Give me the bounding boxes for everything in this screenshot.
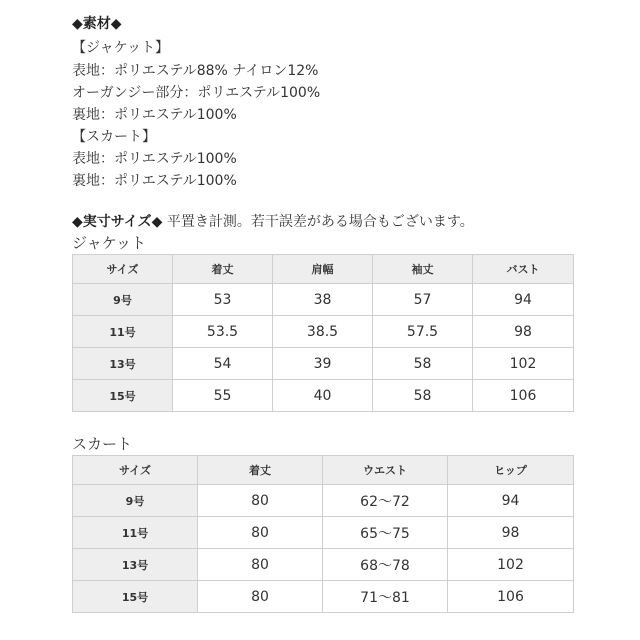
table-cell: 38 [273, 284, 373, 316]
table-cell: 80 [198, 581, 323, 613]
table-cell: 53.5 [173, 316, 273, 348]
column-header: バスト [473, 255, 574, 284]
table-cell: 102 [473, 348, 574, 380]
table-cell: 57.5 [373, 316, 473, 348]
table-row [73, 316, 574, 348]
table-cell: 98 [473, 316, 574, 348]
size-cell: 9号 [73, 284, 173, 316]
table-cell: 68～78 [323, 549, 448, 581]
table-cell: 62～72 [323, 485, 448, 517]
table-row [73, 581, 574, 613]
table-cell: 80 [198, 517, 323, 549]
column-header: サイズ [73, 456, 198, 485]
table-cell: 39 [273, 348, 373, 380]
size-heading: ◆実寸サイズ◆ [72, 214, 163, 230]
column-header: 袖丈 [373, 255, 473, 284]
table-header-row [73, 255, 574, 284]
size-section-heading [72, 212, 474, 232]
column-header: ヒップ [448, 456, 574, 485]
column-header: 肩幅 [273, 255, 373, 284]
size-cell: 15号 [73, 380, 173, 412]
jacket-size-table [72, 254, 574, 412]
jacket-material-line: 裏地：ポリエステル100% [72, 107, 237, 123]
column-header: 着丈 [198, 456, 323, 485]
table-cell: 55 [173, 380, 273, 412]
jacket-material-label: 【ジャケット】 [72, 40, 170, 56]
size-cell: 15号 [73, 581, 198, 613]
table-cell: 38.5 [273, 316, 373, 348]
size-cell: 13号 [73, 348, 173, 380]
jacket-material-line: オーガンジー部分：ポリエステル100% [72, 85, 321, 101]
size-cell: 9号 [73, 485, 198, 517]
table-row [73, 284, 574, 316]
table-row [73, 485, 574, 517]
skirt-material-line: 表地：ポリエステル100% [72, 151, 237, 167]
table-cell: 80 [198, 485, 323, 517]
table-row [73, 380, 574, 412]
column-header: 着丈 [173, 255, 273, 284]
table-cell: 94 [473, 284, 574, 316]
column-header: サイズ [73, 255, 173, 284]
skirt-material-line: 裏地：ポリエステル100% [72, 173, 237, 189]
table-cell: 40 [273, 380, 373, 412]
table-cell: 94 [448, 485, 574, 517]
table-cell: 106 [473, 380, 574, 412]
table-cell: 57 [373, 284, 473, 316]
column-header: ウエスト [323, 456, 448, 485]
skirt-table-caption: スカート [72, 435, 133, 453]
size-cell: 13号 [73, 549, 198, 581]
table-cell: 102 [448, 549, 574, 581]
table-row [73, 348, 574, 380]
size-cell: 11号 [73, 517, 198, 549]
skirt-size-table [72, 455, 574, 613]
table-cell: 58 [373, 380, 473, 412]
jacket-table-caption: ジャケット [72, 234, 146, 252]
table-cell: 58 [373, 348, 473, 380]
jacket-material-line: 表地：ポリエステル88% ナイロン12% [72, 63, 319, 79]
table-cell: 71～81 [323, 581, 448, 613]
skirt-material-label: 【スカート】 [72, 129, 156, 145]
table-cell: 106 [448, 581, 574, 613]
table-cell: 98 [448, 517, 574, 549]
table-header-row [73, 456, 574, 485]
table-cell: 54 [173, 348, 273, 380]
size-note: 平置き計測。若干誤差がある場合もございます。 [162, 214, 474, 230]
table-cell: 80 [198, 549, 323, 581]
table-cell: 53 [173, 284, 273, 316]
table-row [73, 549, 574, 581]
material-heading: ◆素材◆ [72, 16, 122, 32]
size-cell: 11号 [73, 316, 173, 348]
table-cell: 65～75 [323, 517, 448, 549]
table-row [73, 517, 574, 549]
